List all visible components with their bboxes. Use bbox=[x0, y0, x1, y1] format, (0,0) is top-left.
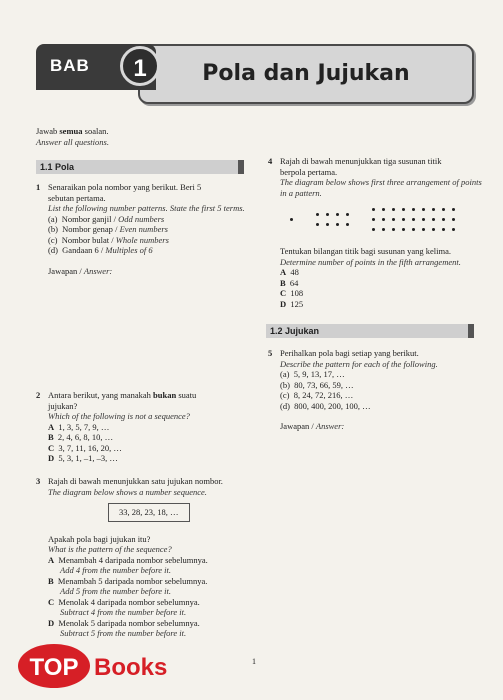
pattern-dot bbox=[316, 223, 319, 226]
option-c: C Menolak 4 daripada nombor sebelumnya. bbox=[48, 596, 200, 607]
pattern-dot bbox=[422, 228, 425, 231]
pattern-dot bbox=[452, 228, 455, 231]
logo-top-text: TOP bbox=[29, 654, 79, 681]
question-2: 2 Antara berikut, yang manakah bukan suatu jujukan? Which of the following is not a sequence? A 1, 3, 5, 7, 9, … B 2, 4, 6, 8, 10, … C 3, 7, 11, 16, 20, … D 5, 3, 1, –1, –3, … bbox=[36, 390, 246, 464]
pattern-dot bbox=[402, 218, 405, 221]
pattern-dot bbox=[432, 218, 435, 221]
option-c: C 3, 7, 11, 16, 20, … bbox=[48, 442, 122, 453]
instructions: Jawab semua soalan. Answer all questions. bbox=[36, 126, 109, 147]
option-b: B 64 bbox=[280, 277, 299, 288]
answer-label: Jawapan / Answer: bbox=[48, 265, 113, 276]
option-c: C 108 bbox=[280, 288, 304, 298]
question-3: 3 Rajah di bawah menunjukkan satu jujukan nombor. The diagram below shows a number sequence. 33, 28, 23, 18, … Apakah pola bagi jujukan itu? What is the pattern of the sequence? A Menambah 4 daripada nombor sebelumnya. Add 4 from the number before it. B Menambah 5 daripada nombor sebelumnya. Add 5 from the number before it. C Menolak 4 daripada nombor sebelumnya. Subtract 4 from the number before it. D Menolak 5 daripada nombor sebelumnya. Subtract 5 from the number before it. bbox=[36, 476, 252, 639]
option-d: (d) 800, 400, 200, 100, … bbox=[280, 400, 371, 411]
option-c: (c) Nombor bulat / Whole numbers bbox=[48, 234, 169, 245]
section-heading-jujukan: 1.2 Jujukan bbox=[266, 324, 474, 338]
pattern-dot bbox=[402, 208, 405, 211]
pattern-dot bbox=[412, 208, 415, 211]
option-b: B Menambah 5 daripada nombor sebelumnya. bbox=[48, 575, 208, 586]
page-number: 1 bbox=[252, 657, 256, 666]
pattern-dot bbox=[290, 218, 293, 221]
option-d: D 5, 3, 1, –1, –3, … bbox=[48, 453, 118, 463]
pattern-dot bbox=[432, 228, 435, 231]
pattern-dot bbox=[316, 213, 319, 216]
title-box bbox=[138, 44, 474, 104]
pattern-dot bbox=[392, 218, 395, 221]
chapter-header bbox=[36, 44, 474, 106]
pattern-dot bbox=[442, 218, 445, 221]
pattern-dot bbox=[392, 228, 395, 231]
pattern-dot bbox=[346, 213, 349, 216]
pattern-dot bbox=[422, 208, 425, 211]
pattern-dot bbox=[372, 218, 375, 221]
topbooks-logo bbox=[16, 640, 196, 690]
pattern-dot bbox=[372, 208, 375, 211]
pattern-dot bbox=[412, 228, 415, 231]
chapter-number: 1 bbox=[120, 46, 160, 86]
bab-label: BAB bbox=[50, 56, 90, 75]
option-a: A Menambah 4 daripada nombor sebelumnya. bbox=[48, 554, 208, 565]
pattern-dot bbox=[442, 208, 445, 211]
section-heading-pola: 1.1 Pola bbox=[36, 160, 244, 174]
option-a: A 48 bbox=[280, 267, 299, 277]
logo-books-text: Books bbox=[94, 654, 168, 681]
dot-pattern-diagram bbox=[290, 206, 470, 236]
pattern-dot bbox=[326, 213, 329, 216]
pattern-dot bbox=[382, 228, 385, 231]
pattern-dot bbox=[452, 208, 455, 211]
question-1: 1 Senaraikan pola nombor yang berikut. Beri 5 sebutan pertama. List the following number patterns. State the first 5 terms. (a) Nombor ganjil / Odd numbers (b) Nombor genap / Even numbers (c) Nombor bulat / Whole numbers (d) Gandaan 6 / Multiples of 6 Jawapan / Answer: bbox=[36, 182, 245, 276]
question-4: 4 Rajah di bawah menunjukkan tiga susunan titik berpola pertama. The diagram below shows first three arrangement of points in a pattern. bbox=[268, 156, 482, 198]
pattern-dot bbox=[336, 213, 339, 216]
pattern-dot bbox=[402, 228, 405, 231]
option-b: (b) Nombor genap / Even numbers bbox=[48, 224, 168, 234]
pattern-dot bbox=[422, 218, 425, 221]
option-d: D Menolak 5 daripada nombor sebelumnya. bbox=[48, 617, 200, 628]
answer-label: Jawapan / Answer: bbox=[280, 421, 345, 431]
pattern-dot bbox=[412, 218, 415, 221]
option-a: (a) 5, 9, 13, 17, … bbox=[280, 369, 345, 379]
option-a: (a) Nombor ganjil / Odd numbers bbox=[48, 213, 165, 224]
pattern-dot bbox=[452, 218, 455, 221]
chapter-title: Pola dan Jujukan bbox=[202, 61, 410, 86]
option-b: (b) 80, 73, 66, 59, … bbox=[280, 379, 354, 390]
question-4-ask: Tentukan bilangan titik bagi susunan yang kelima. Determine number of points in the fifth arrangement. A 48 B 64 C 108 D 125 bbox=[268, 246, 474, 309]
option-b: B 2, 4, 6, 8, 10, … bbox=[48, 432, 114, 442]
option-d: (d) Gandaan 6 / Multiples of 6 bbox=[48, 245, 153, 255]
pattern-dot bbox=[382, 208, 385, 211]
pattern-dot bbox=[382, 218, 385, 221]
pattern-dot bbox=[432, 208, 435, 211]
pattern-dot bbox=[326, 223, 329, 226]
pattern-dot bbox=[346, 223, 349, 226]
option-a: A 1, 3, 5, 7, 9, … bbox=[48, 421, 110, 432]
option-d: D 125 bbox=[280, 298, 304, 309]
question-5: 5 Perihalkan pola bagi setiap yang berikut. Describe the pattern for each of the following. (a) 5, 9, 13, 17, … (b) 80, 73, 66, 59, … (c) 8, 24, 72, 216, … (d) 800, 400, 200, 100, … Jawapan / Answer: bbox=[268, 348, 474, 432]
pattern-dot bbox=[336, 223, 339, 226]
pattern-dot bbox=[372, 228, 375, 231]
sequence-box: 33, 28, 23, 18, … bbox=[108, 503, 190, 522]
option-c: (c) 8, 24, 72, 216, … bbox=[280, 390, 354, 400]
pattern-dot bbox=[392, 208, 395, 211]
pattern-dot bbox=[442, 228, 445, 231]
